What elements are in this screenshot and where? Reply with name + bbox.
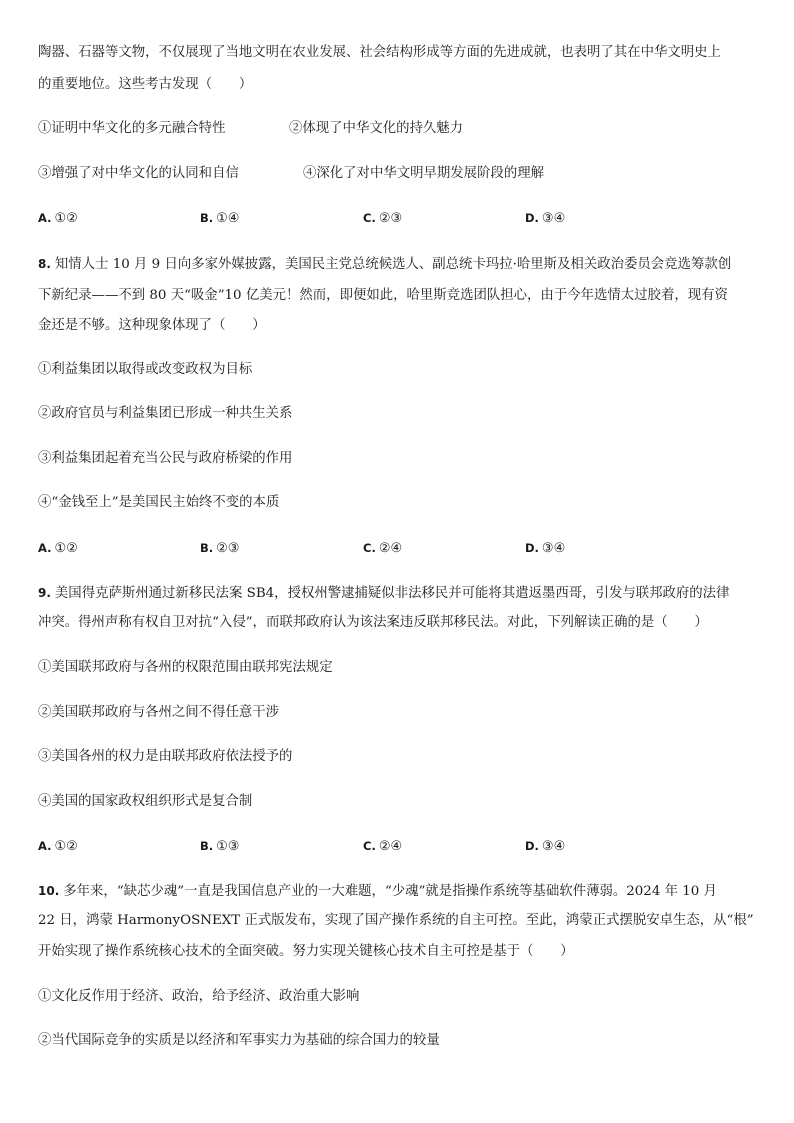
q8-choice-b: B. ②③ — [200, 541, 240, 556]
q7-statement: ②体现了中华文化的持久魅力 — [289, 121, 464, 136]
q10-statement: ②当代国际竞争的实质是以经济和军事实力为基础的综合国力的较量 — [38, 1033, 440, 1048]
q9-choice-a: A. ①② — [38, 839, 78, 854]
q9-number: 9. — [38, 586, 51, 600]
q7-statement: ①证明中华文化的多元融合特性 — [38, 121, 226, 136]
q7-stem-line: 陶器、石器等文物，不仅展现了当地文明在农业发展、社会结构形成等方面的先进成就，也表明了其在中华文明史上 — [38, 45, 721, 60]
q8-statement: ③利益集团起着充当公民与政府桥梁的作用 — [38, 451, 293, 466]
q10-stem-line: 开始实现了操作系统核心技术的全面突破。努力实现关键核心技术自主可控是基于（ ） — [38, 944, 574, 959]
q9-statement: ②美国联邦政府与各州之间不得任意干涉 — [38, 705, 280, 720]
q9-choice-d: D. ③④ — [525, 839, 566, 854]
q8-choice-a: A. ①② — [38, 541, 78, 556]
q8-stem-line: 下新纪录——不到 80 天“吸金”10 亿美元！然而，即便如此，哈里斯竞选团队担心，由于今年选情太过胶着，现有资 — [38, 288, 728, 303]
q9-choice-c: C. ②④ — [363, 839, 403, 854]
q8-stem-line: 金还是不够。这种现象体现了（ ） — [38, 318, 266, 333]
q7-choice-c: C. ②③ — [363, 211, 403, 226]
q8-stem-line: 8. 知情人士 10 月 9 日向多家外媒披露，美国民主党总统候选人、副总统卡玛拉·哈里斯及相关政治委员会竞选筹款创 — [38, 257, 732, 272]
q9-statement: ①美国联邦政府与各州的权限范围由联邦宪法规定 — [38, 660, 333, 675]
q10-statement: ①文化反作用于经济、政治，给予经济、政治重大影响 — [38, 989, 360, 1004]
q9-stem-line: 冲突。得州声称有权自卫对抗“入侵”，而联邦政府认为该法案违反联邦移民法。对此，下列解读正确的是（ ） — [38, 615, 708, 630]
q8-choice-d: D. ③④ — [525, 541, 566, 556]
q10-stem-line: 22 日，鸿蒙 HarmonyOSNEXT 正式版发布，实现了国产操作系统的自主可控。至此，鸿蒙正式摆脱安卓生态，从“根” — [38, 913, 754, 928]
q9-statement: ④美国的国家政权组织形式是复合制 — [38, 794, 253, 809]
q8-statement: ①利益集团以取得或改变政权为目标 — [38, 362, 253, 377]
q7-stem-line: 的重要地位。这些考古发现（ ） — [38, 77, 253, 92]
q7-statement: ③增强了对中华文化的认同和自信 — [38, 166, 239, 181]
q9-choice-b: B. ①③ — [200, 839, 240, 854]
q10-number: 10. — [38, 884, 60, 898]
q8-statement: ②政府官员与利益集团已形成一种共生关系 — [38, 406, 293, 421]
q7-choice-d: D. ③④ — [525, 211, 566, 226]
q10-stem-line: 10. 多年来，“缺芯少魂”一直是我国信息产业的一大难题，“少魂”就是指操作系统等基础软件薄弱。2024 年 10 月 — [38, 884, 717, 899]
q7-choice-b: B. ①④ — [200, 211, 240, 226]
q8-choice-c: C. ②④ — [363, 541, 403, 556]
q8-number: 8. — [38, 257, 51, 271]
q7-statement: ④深化了对中华文明早期发展阶段的理解 — [303, 166, 545, 181]
q9-statement: ③美国各州的权力是由联邦政府依法授予的 — [38, 749, 293, 764]
q9-stem-line: 9. 美国得克萨斯州通过新移民法案 SB4，授权州警逮捕疑似非法移民并可能将其遣返墨西哥，引发与联邦政府的法律 — [38, 586, 730, 601]
q7-choice-a: A. ①② — [38, 211, 78, 226]
q8-statement: ④“金钱至上”是美国民主始终不变的本质 — [38, 495, 280, 510]
